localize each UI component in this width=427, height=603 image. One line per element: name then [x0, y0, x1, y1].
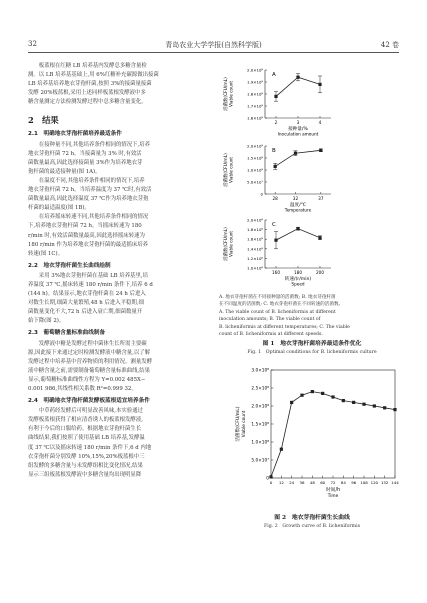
x-tick-label: 132: [380, 480, 389, 486]
y-tick-label: 2.0×10⁸: [251, 404, 269, 410]
x-tick-label: 108: [360, 480, 368, 486]
paragraph-glucose-standard: [28, 340, 207, 395]
data-point: [296, 76, 299, 79]
data-point: [294, 152, 297, 155]
y-tick-label: 0: [260, 191, 263, 197]
y-axis-label-en: Viable count: [228, 156, 234, 184]
x-axis-label: 温度/℃: [290, 203, 306, 208]
text-line: 有利于今后的口服给药。根据地衣芽孢杆菌生长: [28, 426, 142, 433]
page-number: 32: [28, 40, 37, 48]
intro-paragraph: [28, 62, 207, 107]
figure-1-chart: [219, 60, 405, 290]
data-point: [311, 390, 314, 393]
data-point: [274, 165, 277, 168]
x-tick-label: 3: [296, 120, 300, 125]
x-tick-label: 200: [316, 270, 324, 275]
data-point: [319, 149, 322, 152]
x-tick-label: 12: [278, 480, 284, 486]
x-axis-label-en: Time: [327, 494, 339, 500]
data-point: [280, 448, 283, 451]
text-line: 地衣芽孢杆菌 72 h。当培养温度为 37 ℃时,有效活: [28, 187, 152, 194]
y-tick-label: 2.0×10⁸: [247, 67, 263, 73]
figure-1-caption-en: Fig. 1 Optimal conditions for B. licheniformis culture: [247, 350, 377, 356]
section-2-4-title: 2.4 明确地衣芽孢杆菌发酵板蓝根适宜培养条件: [28, 398, 150, 405]
x-tick-label: 2: [274, 120, 278, 125]
text-line: 发酵 20%板蓝根,采用上述同样板蓝根发酵液中多: [28, 90, 146, 97]
y-tick-label: 1.8×10⁸: [247, 227, 263, 233]
section-2-1-title: 2.1 明确地衣芽孢杆菌培养最适条件: [28, 131, 122, 138]
section-results-title: 2 结果: [28, 115, 59, 126]
data-point: [318, 236, 321, 239]
text-line: 衣芽孢杆菌分别发酵 10%,15%,20%板蓝根中三: [28, 453, 145, 460]
y-tick-label: 1.6×10⁸: [247, 115, 263, 121]
y-tick-label: 1.0×10⁸: [251, 440, 269, 446]
text-line: 在培养摇床转速不同,其他培养条件相同的情况: [38, 214, 149, 221]
y-axis-label: 活菌数(CFU/mL): [224, 153, 229, 187]
text-line: 养温度 37 ℃,摇床转速 180 r/min 条件下,培养 6 d: [28, 281, 153, 288]
data-point: [352, 401, 355, 404]
data-point: [269, 476, 272, 479]
paragraph-inoculation: [28, 141, 207, 177]
x-tick-label: 144: [391, 480, 399, 486]
section-2-2-title: 2.2 地衣芽孢杆菌生长曲线绘制: [28, 262, 111, 269]
text-line: 对数生长期,细菌大量繁殖,48 h 后进入平稳期,细: [28, 300, 144, 307]
y-tick-label: 0: [266, 476, 269, 482]
data-point: [342, 399, 345, 402]
x-axis-label-en: Temperature: [284, 207, 312, 213]
figure-1-legend: [219, 294, 405, 338]
text-line: 显示三组板蓝根发酵液中多糖含量均出现明显降: [28, 471, 142, 478]
text-line: 测。以 LB 培养基基础上,用 6%红糖补充碳源做出接菌: [28, 72, 159, 79]
y-tick-label: 5.0×10⁷: [251, 458, 269, 464]
y-tick-label: 1.5×10⁸: [251, 422, 269, 428]
paragraph-speed: [28, 213, 207, 258]
x-axis-label: 转速/(r/min): [284, 277, 312, 282]
y-tick-label: 1.4×10⁸: [247, 246, 263, 252]
text-line: 度 37 ℃以及摇床转速 180 r/min 条件下,6 d 内地: [28, 444, 152, 451]
y-tick-label: 1.0×10⁸: [247, 265, 263, 271]
text-line: 在温度不同,其他培养条件相同的情况下,培养: [38, 177, 145, 184]
data-point: [296, 227, 299, 230]
y-tick-label: 2.5×10⁸: [251, 386, 269, 392]
header-rule: [28, 52, 399, 53]
panel-letter: A: [272, 72, 276, 78]
y-tick-label: 3.0×10⁸: [251, 368, 269, 374]
data-point: [318, 83, 321, 86]
y-tick-label: 1.5×10⁸: [247, 155, 263, 161]
panel-letter: C: [272, 222, 276, 228]
x-tick-label: 0: [269, 480, 273, 486]
text-line: 显示,葡萄糖标准曲线性方程为 Y=0.002 485X−: [28, 376, 146, 383]
text-line: 菌数量变化不大,72 h 后进入衰亡期,细菌数量开: [28, 309, 143, 316]
text-line: B. licheniformis at different temperatures; C. The viable: [219, 324, 350, 330]
paragraph-fermentation: [28, 407, 207, 480]
x-tick-label: 24: [289, 480, 295, 486]
y-tick-label: 2.0×10⁸: [247, 143, 263, 149]
text-line: 液中糖含量之前,需要制备葡萄糖含量标准曲线,结果: [28, 367, 151, 374]
x-tick-label: 84: [340, 480, 346, 486]
text-line: 采用 3%地衣芽孢杆菌在基础 LB 培养基里,培: [38, 272, 148, 279]
left-column: [28, 62, 207, 480]
y-axis-label: 活菌数(CFU/mL): [224, 227, 229, 261]
y-tick-label: 2.0×10⁸: [247, 217, 263, 223]
text-line: (144 h)。结果显示,地衣芽孢杆菌在 24 h 后进入: [28, 291, 146, 298]
y-tick-label: 1.0×10⁸: [247, 167, 263, 173]
text-line: 源,因此接下来通过定时检测发酵液中糖含量,以了解: [28, 349, 151, 356]
figure-2-caption-en: Fig. 2 Growth curve of B. licheniformis: [264, 524, 360, 530]
text-line: 菌数量最高,因此选择温度 37 ℃作为培养地衣芽孢: [28, 196, 149, 203]
text-line: 0.001 986,其线性相关系数 R²=0.999 32。: [28, 386, 137, 392]
x-axis-label-en: Inoculation amount: [277, 131, 319, 137]
y-tick-label: 1.8×10⁸: [247, 91, 263, 97]
text-line: 发酵液中糖是发酵过程中菌体生长所需主要碳: [38, 340, 147, 347]
series-line: [276, 229, 320, 241]
series-line: [275, 150, 321, 166]
figure-1-caption: 图 1 地衣芽孢杆菌培养最适条件优化: [262, 341, 362, 348]
growth-curve-line: [271, 392, 395, 477]
data-point: [383, 407, 386, 410]
text-line: 组发酵的多糖含量与未发酵组相比变化情况,结果: [28, 462, 143, 469]
journal-title: 青岛农业大学学报(自然科学版): [165, 41, 262, 49]
paragraph-growth-curve: [28, 272, 207, 327]
text-line: 板蓝根在红糖 LB 培养基内发酵总多糖含量检: [38, 63, 147, 69]
x-tick-label: 160: [272, 270, 280, 275]
section-2-3-title: 2.3 葡萄糖含量标准曲线制备: [28, 330, 106, 337]
text-line: 在不同温度的活菌数; C. 地衣芽孢杆菌在不同转速的活菌数。: [219, 302, 344, 308]
text-line: 180 r/min 作为培养地衣芽孢杆菌的最适摇床培养: [28, 241, 149, 248]
x-tick-label: 120: [370, 480, 379, 486]
x-tick-label: 36: [299, 480, 305, 486]
text-line: count of B. licheniformis at different speeds.: [219, 332, 323, 338]
text-line: A. The viable count of B. licheniformis at different: [219, 309, 336, 315]
x-tick-label: 96: [351, 480, 357, 486]
x-axis-label-en: Speed: [291, 281, 305, 287]
data-point: [393, 408, 396, 411]
y-axis-label-en: Viable count: [228, 80, 234, 108]
data-point: [290, 401, 293, 404]
text-line: 糖含量测定方法检测发酵过程中总多糖含量变化。: [28, 99, 147, 106]
text-line: LB 培养基培养地衣芽孢杆菌,按照 3%的接菌量接菌: [28, 81, 152, 88]
volume-label: 42 卷: [380, 41, 399, 49]
text-line: 菌数量最高,因此选择接菌量 3%作为培养地衣芽: [28, 159, 143, 166]
data-point: [373, 405, 376, 408]
plot-frame: [271, 370, 395, 478]
text-line: 中草药经发酵后可明显改善风味,本实验通过: [38, 408, 143, 415]
text-line: 转速(图 1C)。: [28, 250, 64, 257]
y-axis-label: 活菌数(CFU/mL): [236, 406, 241, 443]
data-point: [331, 396, 334, 399]
panel-letter: B: [272, 148, 276, 154]
text-line: 孢杆菌的最适接种量(图 1A)。: [28, 168, 101, 175]
x-tick-label: 4: [318, 120, 322, 125]
text-line: 曲线结果,我们按照了使用基础 LB 培养基,发酵温: [28, 435, 145, 442]
data-point: [274, 239, 277, 242]
text-line: 发酵板蓝根获得了相应清香诱人的板蓝根发酵液,: [28, 417, 143, 424]
data-point: [362, 403, 365, 406]
text-line: 杆菌的最适温度(图 1B)。: [28, 205, 90, 212]
y-axis-label: 活菌数(CFU/mL): [224, 77, 229, 111]
x-axis-label: 时间/h: [325, 488, 341, 494]
figure-2-caption: 图 2 地衣芽孢杆菌生长曲线: [274, 515, 350, 522]
text-line: 地衣芽孢杆菌 72 h。当接菌量为 3% 时,有效活: [28, 150, 142, 157]
text-line: A. 地衣芽孢杆菌在不同接种量的活菌数; B. 地衣芽孢杆菌: [219, 295, 336, 300]
text-line: r/min 时,有效活菌数量最高,因此选择摇床转速为: [28, 232, 145, 239]
y-tick-label: 1.2×10⁸: [247, 255, 263, 261]
y-tick-label: 1.6×10⁸: [247, 236, 263, 242]
data-point: [274, 95, 277, 98]
data-point: [321, 392, 324, 395]
x-tick-label: 48: [309, 480, 315, 486]
text-line: 下,培养地衣芽孢杆菌 72 h。当摇床转速为 180: [28, 223, 142, 230]
x-tick-label: 28: [272, 196, 278, 201]
y-tick-label: 5.0×10⁷: [247, 179, 263, 185]
paragraph-temperature: [28, 177, 207, 213]
right-column: [219, 60, 405, 530]
x-tick-label: 37: [318, 196, 324, 201]
y-axis-label-en: Viable count: [228, 230, 234, 258]
x-tick-label: 32: [292, 196, 299, 201]
x-axis-label: 接种量/%: [288, 127, 308, 132]
text-line: 始下降(图 2)。: [28, 318, 65, 325]
y-tick-label: 1.7×10⁸: [247, 103, 263, 109]
text-line: inoculation amounts; B. The viable count of: [219, 317, 321, 323]
x-tick-label: 60: [320, 480, 326, 486]
x-tick-label: 180: [294, 270, 302, 275]
y-tick-label: 1.9×10⁸: [247, 79, 263, 85]
text-line: 在接种量不同,其他培养条件相同的情况下,培养: [38, 141, 151, 148]
y-axis-label-en: Viable count: [242, 411, 247, 438]
x-tick-label: 72: [330, 480, 336, 486]
data-point: [300, 394, 303, 397]
figure-2-chart: [219, 360, 405, 508]
text-line: 发酵过程中培养基中营养物质的利用情况。测量发酵: [28, 358, 152, 365]
